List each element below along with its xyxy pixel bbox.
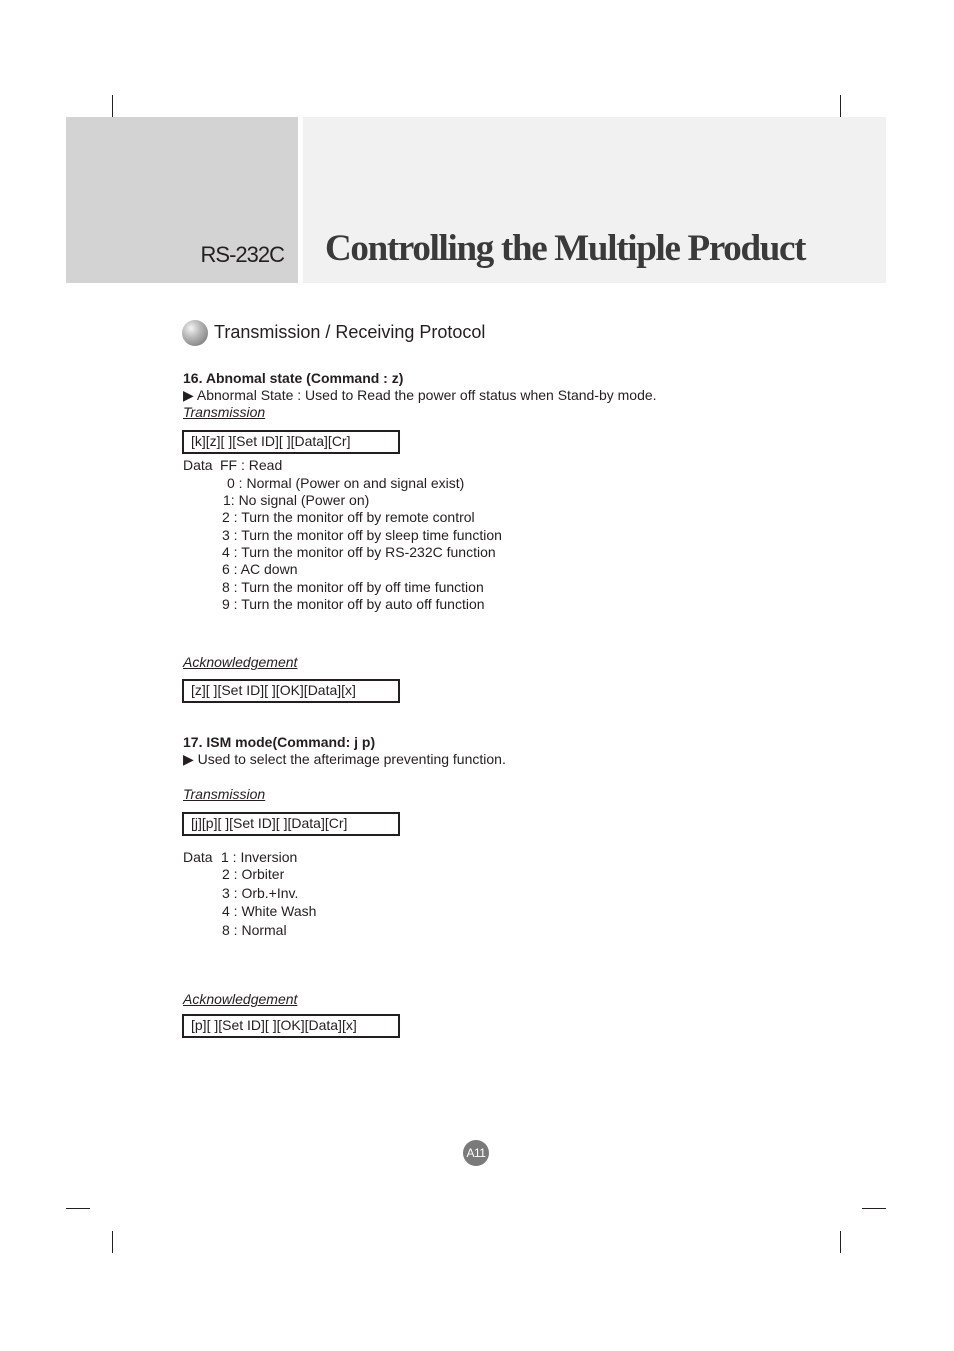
- cmd16-data-item: 1: No signal (Power on): [223, 492, 370, 508]
- cmd17-data-item: 8 : Normal: [222, 922, 287, 938]
- crop-mark: [112, 1231, 113, 1253]
- cmd17-transmission-box: [182, 812, 400, 836]
- cmd16-transmission-code: [k][z][ ][Set ID][ ][Data][Cr]: [191, 433, 351, 449]
- cmd17-ack-label: Acknowledgement: [183, 991, 298, 1007]
- page-title: Controlling the Multiple Product: [325, 228, 806, 269]
- crop-mark: [112, 95, 113, 117]
- sphere-bullet-icon: [182, 320, 208, 346]
- cmd17-ack-box: [182, 1014, 400, 1038]
- crop-mark: [66, 1208, 90, 1209]
- cmd16-data-item: 4 : Turn the monitor off by RS-232C function: [222, 544, 496, 560]
- cmd17-description: ▶ Used to select the afterimage preventing function.: [183, 751, 506, 767]
- section-title: Transmission / Receiving Protocol: [214, 322, 486, 342]
- header-left-panel: [66, 117, 298, 283]
- cmd17-data-item: 3 : Orb.+Inv.: [222, 885, 299, 901]
- cmd17-transmission-code: [j][p][ ][Set ID][ ][Data][Cr]: [191, 815, 348, 831]
- crop-mark: [840, 1231, 841, 1253]
- cmd16-ack-label: Acknowledgement: [183, 654, 298, 670]
- cmd16-data-item: 0 : Normal (Power on and signal exist): [227, 475, 465, 491]
- cmd16-data-item: 9 : Turn the monitor off by auto off function: [222, 596, 485, 612]
- cmd16-description: ▶ Abnormal State : Used to Read the power off status when Stand-by mode.: [183, 387, 657, 403]
- cmd16-data-item: 8 : Turn the monitor off by off time function: [222, 579, 484, 595]
- cmd17-heading: 17. ISM mode(Command: j p): [183, 734, 376, 750]
- cmd17-data-item: 1 : Inversion: [221, 849, 298, 865]
- cmd16-data-label: Data: [183, 457, 213, 473]
- cmd16-data-item: 2 : Turn the monitor off by remote control: [222, 509, 475, 525]
- cmd16-data-item: 6 : AC down: [222, 561, 298, 577]
- cmd16-transmission-box: [182, 430, 400, 454]
- cmd16-data-item: 3 : Turn the monitor off by sleep time function: [222, 527, 502, 543]
- cmd16-ack-box: [182, 679, 400, 703]
- cmd16-transmission-label: Transmission: [183, 404, 266, 420]
- cmd17-data-item: 2 : Orbiter: [222, 866, 285, 882]
- cmd16-data-item: FF : Read: [220, 457, 283, 473]
- cmd17-data-item: 4 : White Wash: [222, 903, 317, 919]
- header-right-panel: [303, 117, 886, 283]
- cmd16-ack-code: [z][ ][Set ID][ ][OK][Data][x]: [191, 682, 356, 698]
- header-tag: RS-232C: [200, 242, 284, 267]
- cmd17-ack-code: [p][ ][Set ID][ ][OK][Data][x]: [191, 1017, 357, 1033]
- crop-mark: [840, 95, 841, 117]
- cmd17-transmission-label: Transmission: [183, 786, 266, 802]
- page-number: A11: [463, 1140, 489, 1166]
- cmd17-data-label: Data: [183, 849, 213, 865]
- cmd16-heading: 16. Abnomal state (Command : z): [183, 370, 404, 386]
- crop-mark: [862, 1208, 886, 1209]
